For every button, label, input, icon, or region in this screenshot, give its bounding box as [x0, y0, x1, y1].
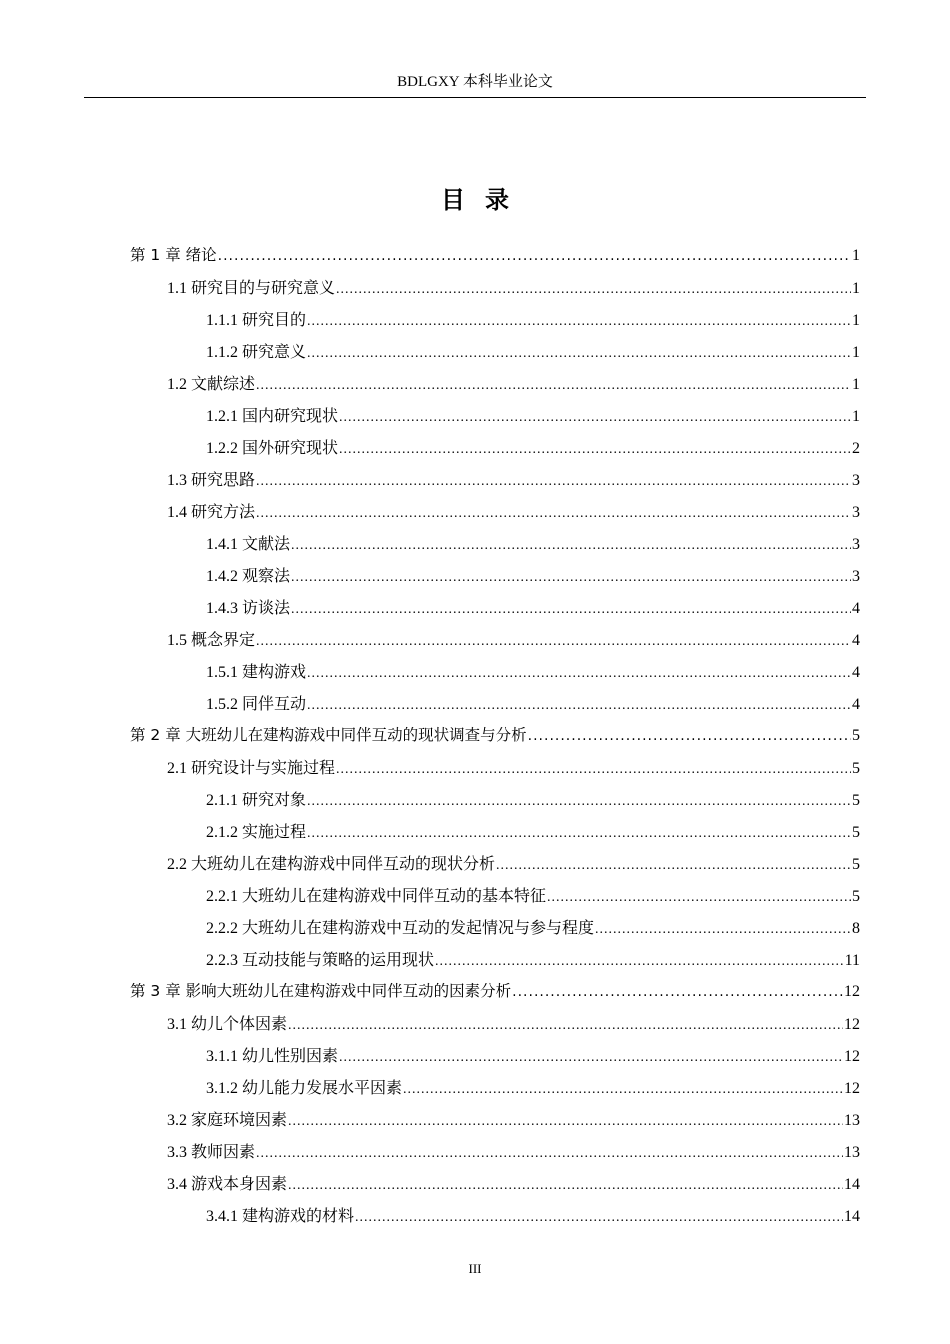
toc-entry[interactable] [130, 1107, 860, 1139]
toc-leader-dots [496, 858, 851, 874]
toc-entry[interactable] [130, 787, 860, 819]
toc-entry[interactable] [130, 339, 860, 371]
toc-entry-label: 2.1.1 研究对象 [206, 792, 307, 809]
toc-entry[interactable] [130, 1203, 860, 1235]
toc-entry-label: 2.1.2 实施过程 [206, 824, 307, 841]
toc-entry-page: 12 [844, 983, 860, 1000]
toc-entry[interactable] [130, 915, 860, 947]
toc-entry-label: 3.1.2 幼儿能力发展水平因素 [206, 1080, 403, 1097]
toc-entry-label: 1.1.1 研究目的 [206, 312, 307, 329]
toc-entry[interactable] [130, 1171, 860, 1203]
toc-entry[interactable] [130, 723, 860, 755]
toc-entry-label: 2.2.3 互动技能与策略的运用现状 [206, 952, 435, 969]
toc-entry-page: 8 [852, 920, 860, 937]
toc-entry-page: 5 [852, 727, 860, 744]
toc-entry-page: 3 [852, 536, 860, 553]
toc-entry-label: 1.4.2 观察法 [206, 568, 291, 585]
toc-leader-dots [291, 570, 851, 586]
toc-entry[interactable] [130, 531, 860, 563]
toc-entry-page: 13 [844, 1112, 860, 1129]
toc-entry-page: 3 [852, 568, 860, 585]
toc-leader-dots [256, 378, 851, 394]
toc-entry-label: 1.3 研究思路 [167, 472, 256, 489]
toc-entry-label: 1.5 概念界定 [167, 632, 256, 649]
toc-entry[interactable] [130, 755, 860, 787]
toc-entry-label: 2.2.1 大班幼儿在建构游戏中同伴互动的基本特征 [206, 888, 547, 905]
toc-leader-dots [339, 442, 851, 458]
toc-leader-dots [291, 602, 851, 618]
toc-leader-dots [403, 1082, 843, 1098]
toc-entry[interactable] [130, 1043, 860, 1075]
toc-entry[interactable] [130, 851, 860, 883]
toc-entry-page: 5 [852, 792, 860, 809]
toc-entry-label: 3.4.1 建构游戏的材料 [206, 1208, 355, 1225]
toc-entry-label: 1.2.1 国内研究现状 [206, 408, 339, 425]
toc-entry-label: 3.1.1 幼儿性别因素 [206, 1048, 339, 1065]
toc-title: 目录 [441, 186, 529, 214]
toc-entry-page: 12 [844, 1080, 860, 1097]
toc-entry-label: 1.1 研究目的与研究意义 [167, 280, 336, 297]
toc-entry[interactable] [130, 371, 860, 403]
toc-entry-page: 1 [852, 408, 860, 425]
toc-entry-page: 3 [852, 472, 860, 489]
toc-entry[interactable] [130, 563, 860, 595]
toc-entry[interactable] [130, 1075, 860, 1107]
toc-entry[interactable] [130, 307, 860, 339]
toc-leader-dots [336, 282, 851, 298]
toc-entry-page: 5 [852, 888, 860, 905]
toc-entry-label: 1.2.2 国外研究现状 [206, 440, 339, 457]
toc-entry[interactable] [130, 691, 860, 723]
toc-leader-dots [307, 698, 851, 714]
toc-entry[interactable] [130, 979, 860, 1011]
toc-leader-dots [307, 314, 851, 330]
toc-entry-page: 4 [852, 664, 860, 681]
toc-leader-dots [256, 1146, 843, 1162]
toc-entry[interactable] [130, 243, 860, 275]
toc-leader-dots [339, 1050, 843, 1066]
toc-entry-page: 4 [852, 600, 860, 617]
toc-entry-page: 5 [852, 760, 860, 777]
toc-entry[interactable] [130, 435, 860, 467]
toc-entry-page: 1 [852, 376, 860, 393]
toc-entry-label: 1.5.2 同伴互动 [206, 696, 307, 713]
toc-entry-page: 12 [844, 1048, 860, 1065]
toc-entry-label: 第 3 章 影响大班幼儿在建构游戏中同伴互动的因素分析 [130, 982, 512, 1000]
toc-entry-page: 12 [844, 1016, 860, 1033]
table-of-contents [130, 243, 860, 1235]
toc-leader-dots [288, 1018, 843, 1034]
toc-leader-dots [547, 890, 851, 906]
toc-entry-page: 4 [852, 632, 860, 649]
toc-entry-label: 3.3 教师因素 [167, 1144, 256, 1161]
toc-entry-label: 3.2 家庭环境因素 [167, 1112, 288, 1129]
toc-entry-page: 1 [852, 312, 860, 329]
toc-leader-dots [339, 410, 851, 426]
toc-entry-label: 1.1.2 研究意义 [206, 344, 307, 361]
toc-entry-label: 1.4 研究方法 [167, 504, 256, 521]
toc-leader-dots [355, 1210, 843, 1226]
toc-leader-dots [288, 1114, 843, 1130]
toc-entry[interactable] [130, 947, 860, 979]
toc-entry-page: 4 [852, 696, 860, 713]
toc-entry-page: 11 [844, 952, 860, 969]
toc-entry-label: 1.5.1 建构游戏 [206, 664, 307, 681]
toc-leader-dots [307, 666, 851, 682]
toc-entry-label: 1.4.3 访谈法 [206, 600, 291, 617]
toc-entry-page: 1 [852, 344, 860, 361]
toc-entry[interactable] [130, 275, 860, 307]
toc-leader-dots [288, 1178, 843, 1194]
toc-entry[interactable] [130, 499, 860, 531]
toc-entry[interactable] [130, 595, 860, 627]
toc-entry[interactable] [130, 467, 860, 499]
toc-entry[interactable] [130, 403, 860, 435]
toc-leader-dots [307, 346, 851, 362]
toc-entry[interactable] [130, 883, 860, 915]
toc-entry-page: 5 [852, 824, 860, 841]
toc-entry-page: 2 [852, 440, 860, 457]
toc-leader-dots [256, 474, 851, 490]
page-header: BDLGXY 本科毕业论文 [84, 70, 866, 98]
toc-entry-label: 第 2 章 大班幼儿在建构游戏中同伴互动的现状调查与分析 [130, 726, 527, 744]
toc-leader-dots [512, 984, 843, 1000]
toc-entry-page: 5 [852, 856, 860, 873]
toc-entry[interactable] [130, 627, 860, 659]
toc-entry[interactable] [130, 1011, 860, 1043]
toc-entry-label: 2.2 大班幼儿在建构游戏中同伴互动的现状分析 [167, 856, 496, 873]
toc-entry-page: 1 [852, 247, 860, 264]
toc-entry-label: 1.2 文献综述 [167, 376, 256, 393]
toc-entry-page: 14 [844, 1208, 860, 1225]
toc-leader-dots [435, 954, 844, 970]
toc-entry-label: 3.1 幼儿个体因素 [167, 1016, 288, 1033]
toc-leader-dots [291, 538, 851, 554]
toc-entry-label: 3.4 游戏本身因素 [167, 1176, 288, 1193]
toc-entry-page: 1 [852, 280, 860, 297]
toc-leader-dots [336, 762, 851, 778]
toc-leader-dots [307, 794, 851, 810]
toc-entry-page: 3 [852, 504, 860, 521]
toc-entry-page: 14 [844, 1176, 860, 1193]
toc-leader-dots [256, 634, 851, 650]
toc-entry-label: 2.2.2 大班幼儿在建构游戏中互动的发起情况与参与程度 [206, 920, 595, 937]
toc-leader-dots [528, 728, 851, 744]
toc-leader-dots [595, 922, 851, 938]
toc-leader-dots [218, 248, 851, 264]
toc-entry-page: 13 [844, 1144, 860, 1161]
toc-entry[interactable] [130, 819, 860, 851]
toc-leader-dots [256, 506, 851, 522]
toc-entry[interactable] [130, 1139, 860, 1171]
toc-entry-label: 第 1 章 绪论 [130, 246, 217, 264]
toc-leader-dots [307, 826, 851, 842]
toc-entry[interactable] [130, 659, 860, 691]
toc-entry-label: 2.1 研究设计与实施过程 [167, 760, 336, 777]
toc-entry-label: 1.4.1 文献法 [206, 536, 291, 553]
page-number: III [468, 1261, 482, 1276]
